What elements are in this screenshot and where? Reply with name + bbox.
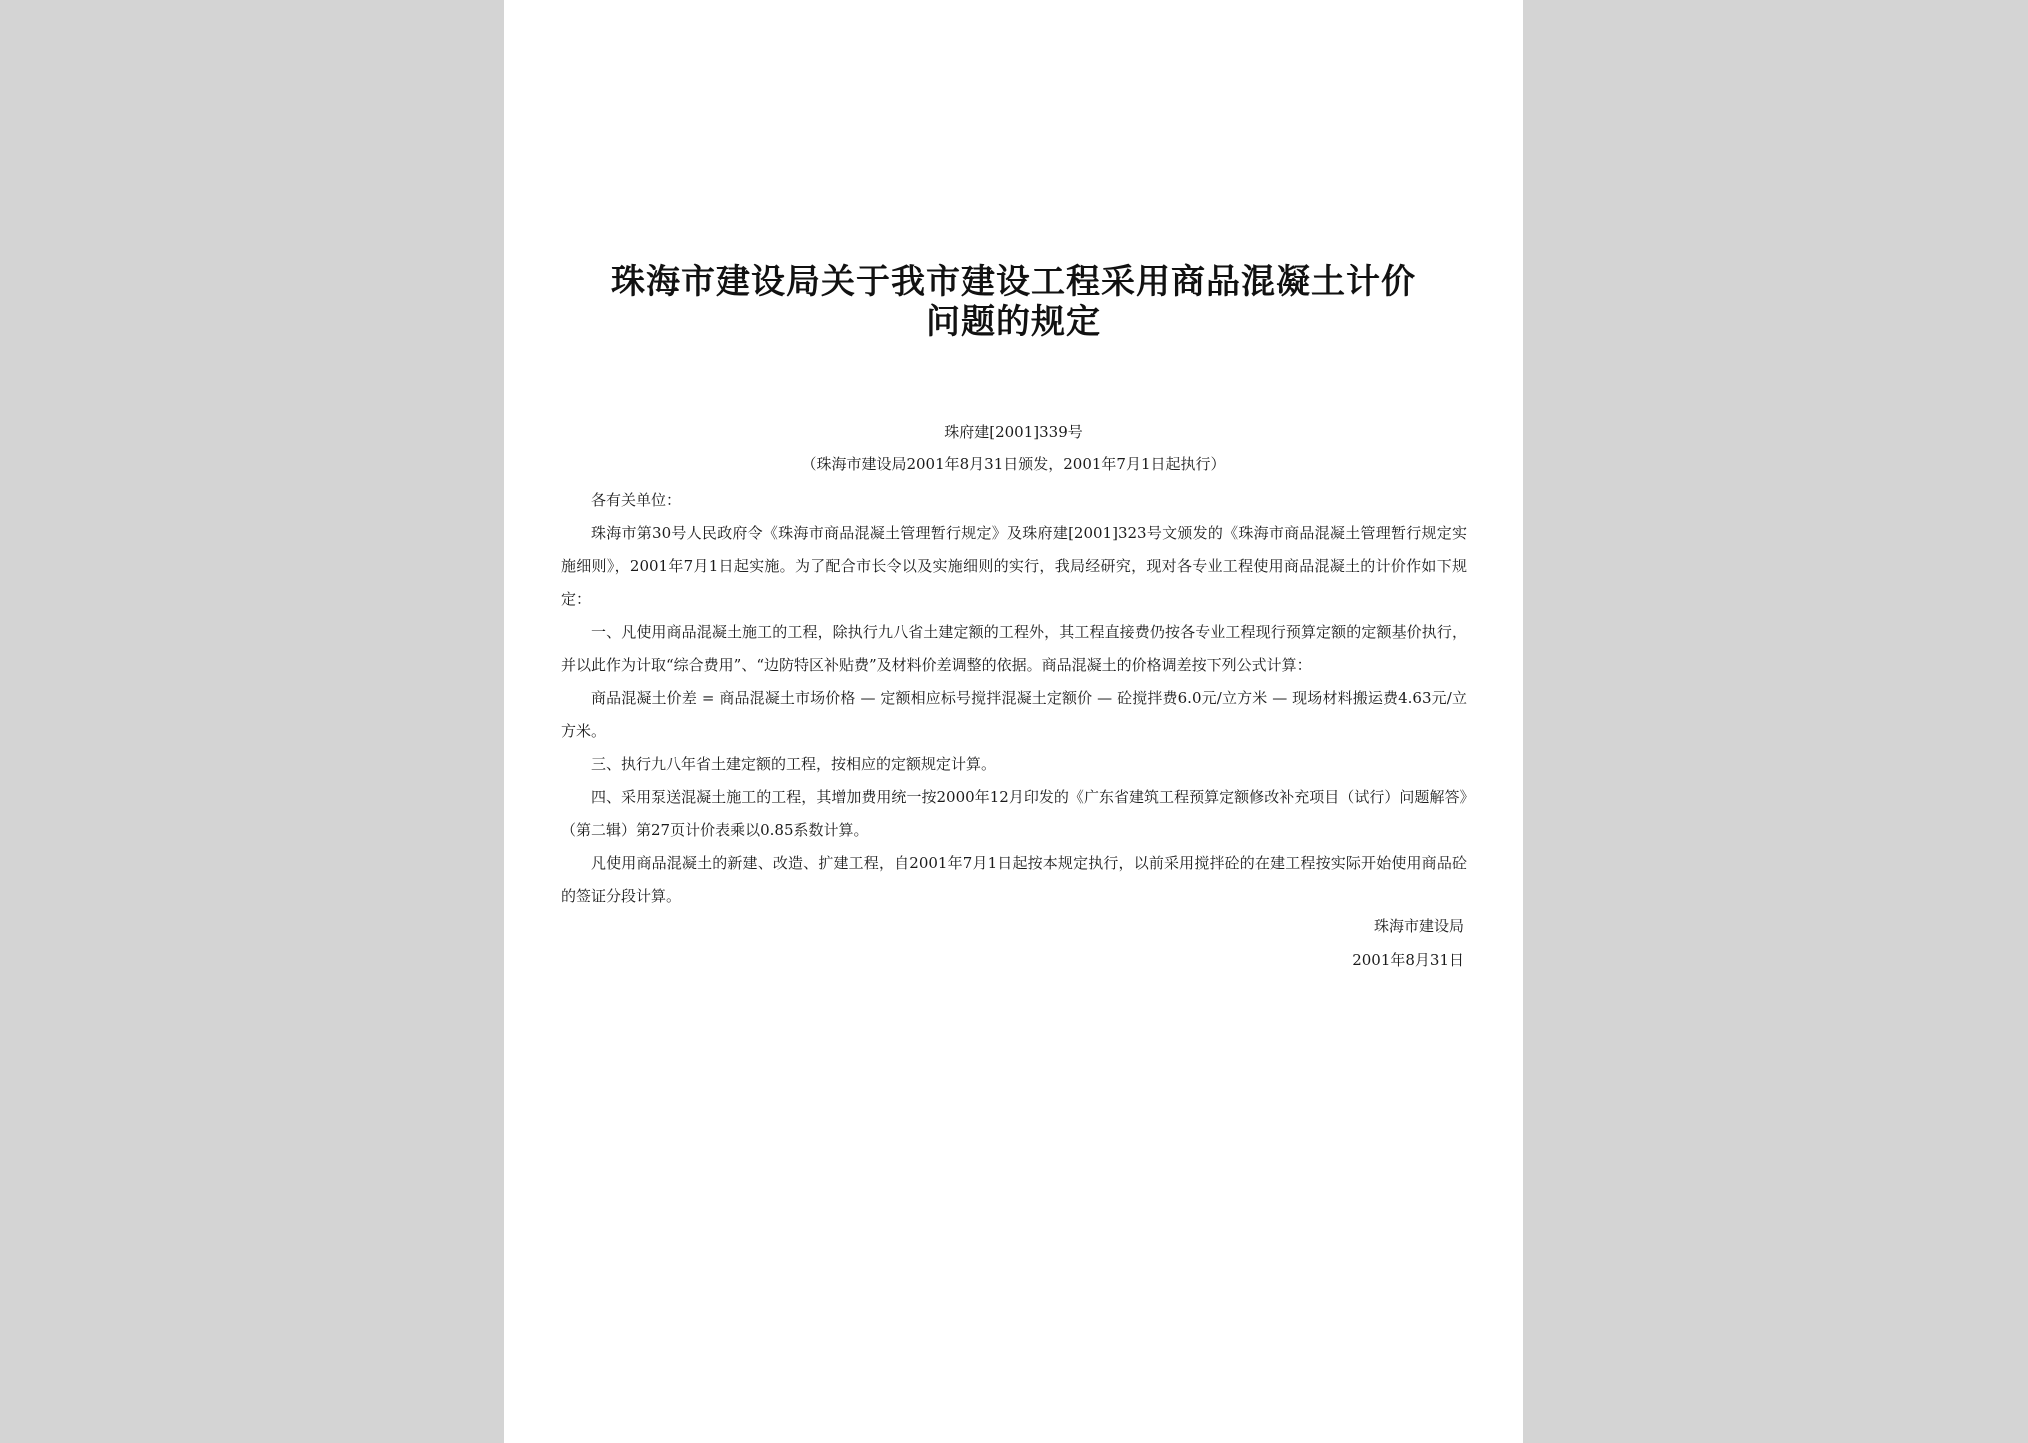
paragraph-item-1: 一、凡使用商品混凝土施工的工程，除执行九八省土建定额的工程外，其工程直接费仍按各专业工程现行预算定额的定额基价执行，并以此作为计取“综合费用”、“边防特区补贴费”及材料价差调整的依据。商品混凝土的价格调差按下列公式计算：	[561, 623, 1467, 674]
issue-info: （珠海市建设局2001年8月31日颁发，2001年7月1日起执行）	[801, 455, 1226, 473]
title-line-1: 珠海市建设局关于我市建设工程采用商品混凝土计价	[611, 262, 1416, 302]
paragraph-closing: 凡使用商品混凝土的新建、改造、扩建工程，自2001年7月1日起按本规定执行，以前采用搅拌砼的在建工程按实际开始使用商品砼的签证分段计算。	[561, 854, 1467, 905]
title-line-2: 问题的规定	[926, 302, 1101, 342]
paragraph-item-3: 三、执行九八年省土建定额的工程，按相应的定额规定计算。	[591, 755, 997, 773]
paragraph-intro: 珠海市第30号人民政府令《珠海市商品混凝土管理暂行规定》及珠府建[2001]323号文颁发的《珠海市商品混凝土管理暂行规定实施细则》，2001年7月1日起实施。为了配合市长令以及实施细则的实行，我局经研究，现对各专业工程使用商品混凝土的计价作如下规定：	[561, 524, 1467, 608]
signature-org: 珠海市建设局	[1373, 917, 1464, 935]
document-title	[564, 262, 1463, 342]
document-body	[561, 484, 1467, 913]
paragraph-item-4: 四、采用泵送混凝土施工的工程，其增加费用统一按2000年12月印发的《广东省建筑工程预算定额修改补充项目（试行）问题解答》（第二辑）第27页计价表乘以0.85系数计算。	[561, 788, 1467, 839]
paragraph-formula: 商品混凝土价差 = 商品混凝土市场价格 — 定额相应标号搅拌混凝土定额价 — 砼搅拌费6.0元/立方米 — 现场材料搬运费4.63元/立方米。	[561, 689, 1467, 740]
salutation: 各有关单位：	[591, 491, 682, 509]
signature-date: 2001年8月31日	[1352, 951, 1464, 969]
document-page	[504, 0, 1523, 1443]
document-number: 珠府建[2001]339号	[944, 423, 1083, 441]
